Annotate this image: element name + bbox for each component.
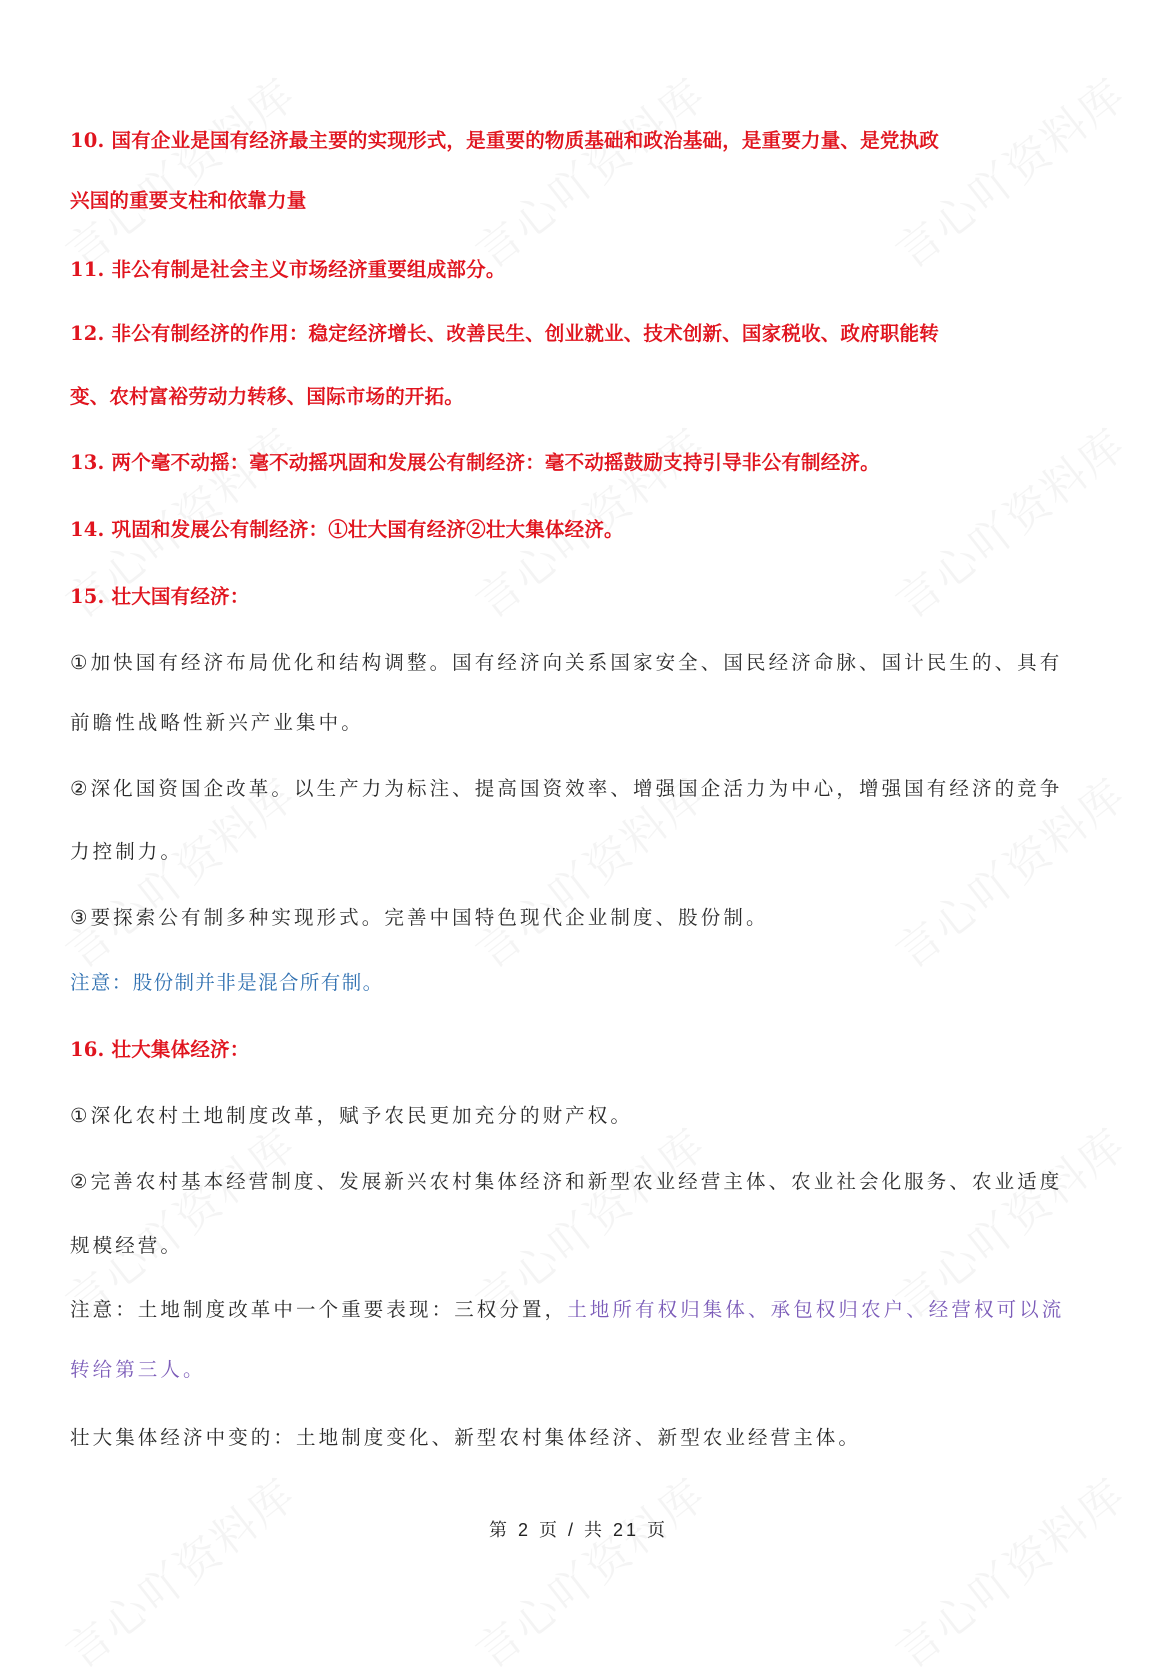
item-12-line-1: 12. 非公有制经济的作用：稳定经济增长、改善民生、创业就业、技术创新、国家税收、政府职能转 [70,322,939,345]
item-15-point-2-line-1: ②深化国资国企改革。以生产力为标注、提高国资效率、增强国企活力为中心，增强国有经济的竞争 [70,777,1063,800]
item-15-point-1-line-2: 前瞻性战略性新兴产业集中。 [70,711,364,734]
item-16-summary: 壮大集体经济中变的：土地制度变化、新型农村集体经济、新型农业经营主体。 [70,1426,862,1449]
watermark [50,60,307,280]
watermark [880,60,1137,280]
item-15-point-2-line-2: 力控制力。 [70,840,184,863]
item-16-point-1: ①深化农村土地制度改革，赋予农民更加充分的财产权。 [70,1104,633,1127]
watermark [50,1460,307,1680]
item-16-point-2-line-1: ②完善农村基本经营制度、发展新兴农村集体经济和新型农业经营主体、农业社会化服务、农业适度 [70,1170,1063,1193]
item-16-heading: 16. 壮大集体经济： [70,1038,250,1061]
watermark [460,60,717,280]
watermark [460,1460,717,1680]
item-10-line-2: 兴国的重要支柱和依靠力量 [70,189,307,212]
item-11: 11. 非公有制是社会主义市场经济重要组成部分。 [70,258,506,281]
item-15-note: 注意：股份制并非是混合所有制。 [70,971,384,994]
page-number-footer: 第 2 页 / 共 21 页 [488,1520,669,1540]
item-16-note-line-1 [70,1298,1090,1322]
item-12-line-2: 变、农村富裕劳动力转移、国际市场的开拓。 [70,385,465,408]
watermark [880,1460,1137,1680]
item-15-point-3: ③要探索公有制多种实现形式。完善中国特色现代企业制度、股份制。 [70,906,769,929]
item-15-point-1-line-1: ①加快国有经济布局优化和结构调整。国有经济向关系国家安全、国民经济命脉、国计民生的、具有 [70,651,1063,674]
item-10-line-1: 10. 国有企业是国有经济最主要的实现形式，是重要的物质基础和政治基础，是重要力量、是党执政 [70,129,939,152]
item-16-note-highlight: 土地所有权归集体、承包权归农户、经营权可以流 [567,1298,1065,1321]
item-13: 13. 两个毫不动摇：毫不动摇巩固和发展公有制经济：毫不动摇鼓励支持引导非公有制经济。 [70,451,880,474]
item-16-note-prefix: 注意：土地制度改革中一个重要表现：三权分置， [70,1298,568,1321]
item-16-point-2-line-2: 规模经营。 [70,1234,184,1257]
item-16-note-line-2: 转给第三人。 [70,1358,206,1381]
item-14: 14. 巩固和发展公有制经济：①壮大国有经济②壮大集体经济。 [70,518,624,541]
item-15-heading: 15. 壮大国有经济： [70,585,250,608]
